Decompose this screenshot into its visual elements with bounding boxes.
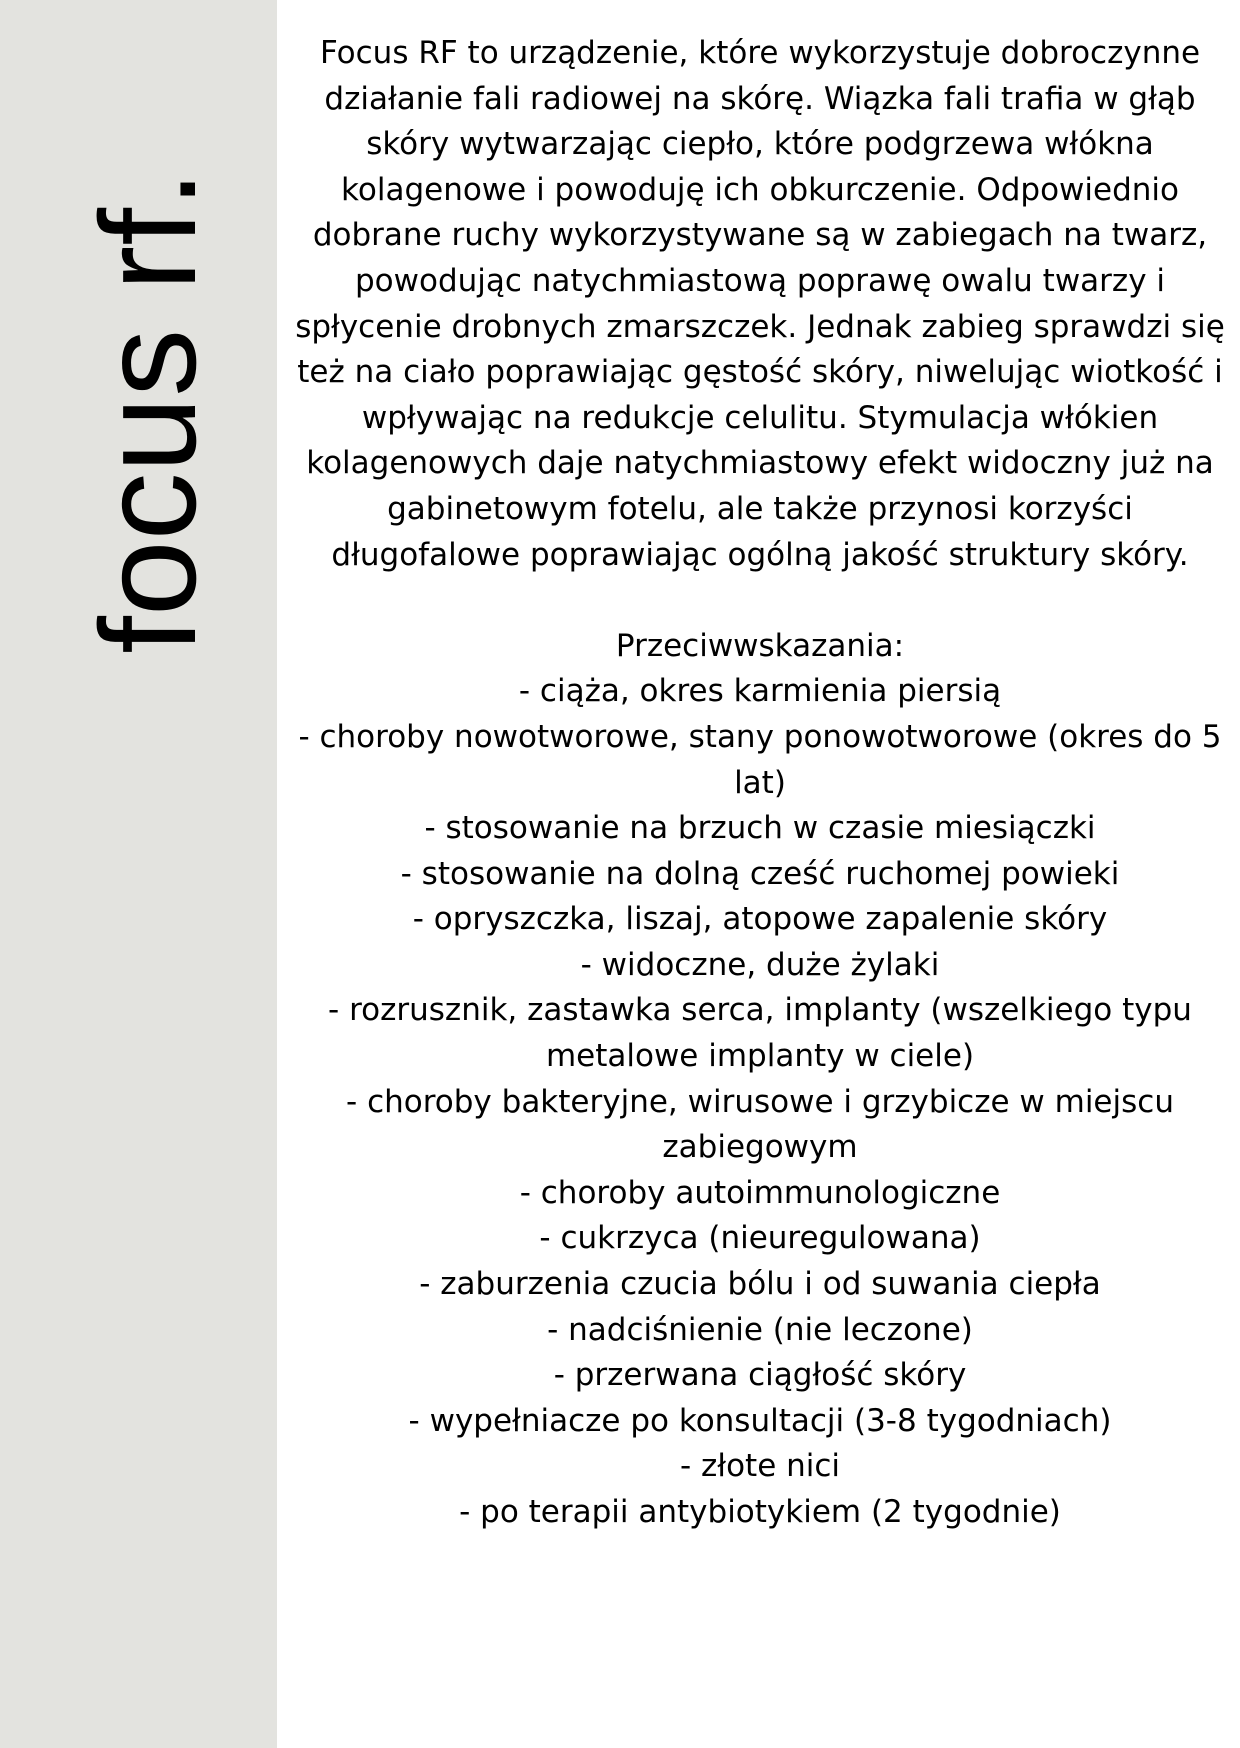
list-item: - nadciśnienie (nie leczone)	[547, 1311, 973, 1348]
list-item: - stosowanie na brzuch w czasie miesiączki	[424, 810, 1096, 847]
list-item: - choroby autoimmunologiczne	[519, 1174, 1001, 1211]
list-item: - choroby nowotworowe, stany ponowotworowe (okres do 5 lat)	[298, 718, 1222, 801]
list-item: - opryszczka, liszaj, atopowe zapalenie skóry	[412, 901, 1108, 938]
list-item: - stosowanie na dolną cześć ruchomej powieki	[400, 855, 1120, 892]
list-item: - rozrusznik, zastawka serca, implanty (wszelkiego typu metalowe implanty w ciele)	[328, 992, 1192, 1075]
contraindications-heading: Przeciwwskazania:	[615, 627, 905, 664]
list-item: - wypełniacze po konsultacji (3-8 tygodniach)	[408, 1402, 1112, 1439]
sidebar-title: focus rf.	[72, 170, 224, 654]
paragraph-spacer	[290, 578, 1230, 624]
list-item: - widoczne, duże żylaki	[580, 946, 940, 983]
description-paragraph: Focus RF to urządzenie, które wykorzystuje dobroczynne działanie fali radiowej na skórę. Wiązka fali trafia w głąb skóry wytwarzając ciepło, które podgrzewa włókna kolagenowe i powoduję ich obkurczenie. Odpowiednio dobrane ruchy wykorzystywane są w zabiegach na twarz, powodując natychmiastową poprawę owalu twarzy i spłycenie drobnych zmarszczek. Jednak zabieg sprawdzi się też na ciało poprawiając gęstość skóry, niwelując wiotkość i wpływając na redukcje celulitu. Stymulacja włókien kolagenowych daje natychmiastowy efekt widoczny już na gabinetowym fotelu, ale także przynosi korzyści długofalowe poprawiając ogólną jakość struktury skóry.	[295, 35, 1225, 573]
list-item: - cukrzyca (nieuregulowana)	[539, 1220, 981, 1257]
sidebar	[0, 0, 277, 1748]
list-item: - po terapii antybiotykiem (2 tygodnie)	[459, 1494, 1061, 1530]
list-item: - choroby bakteryjne, wirusowe i grzybicze w miejscu zabiegowym	[346, 1083, 1174, 1166]
contraindications-list	[290, 669, 1230, 1535]
list-item: - przerwana ciągłość skóry	[553, 1357, 967, 1394]
main-content	[290, 31, 1230, 1536]
list-item: - ciąża, okres karmienia piersią	[518, 673, 1002, 710]
list-item: - zaburzenia czucia bólu i od suwania ciepła	[419, 1266, 1101, 1303]
list-item: - złote nici	[679, 1448, 841, 1485]
